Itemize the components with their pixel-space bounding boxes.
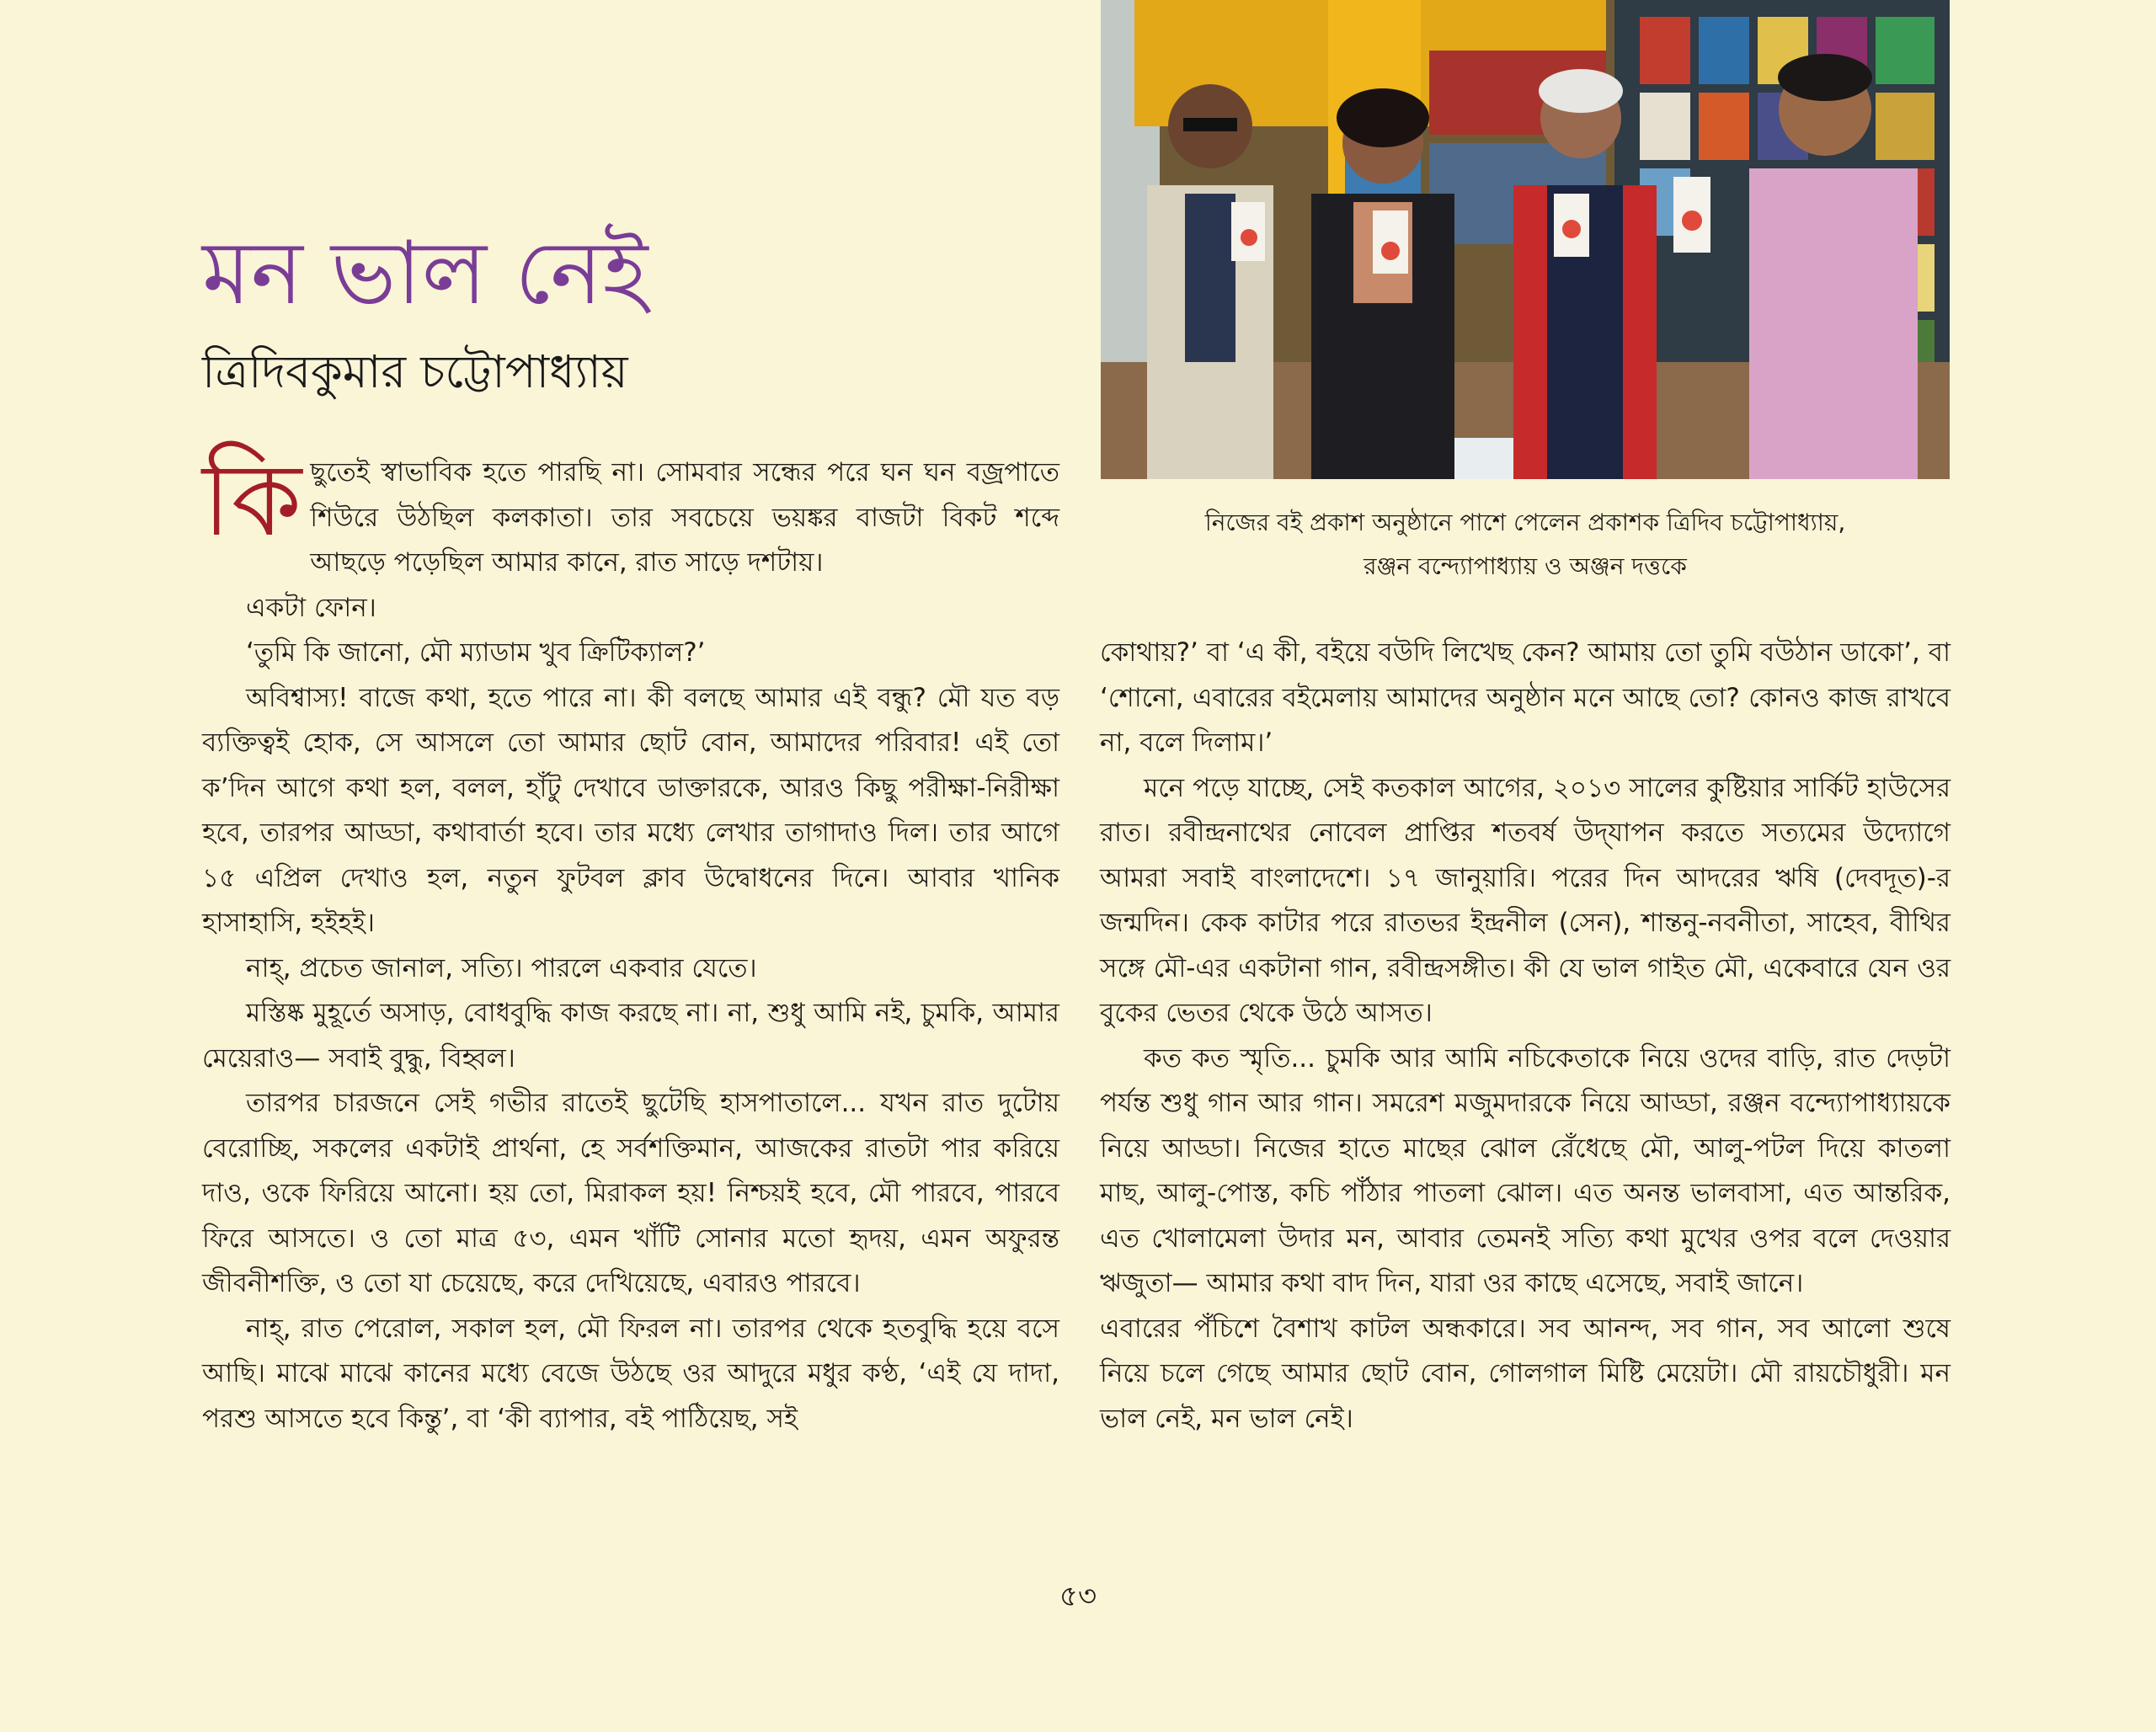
article-paragraph: এবারের পঁচিশে বৈশাখ কাটল অন্ধকারে। সব আনন্দ, সব গান, সব আলো শুষে নিয়ে চলে গেছে আমার ছোট বোন, গোলগাল মিষ্টি মেয়েটা। মৌ রায়চৌধুরী। মন ভাল নেই, মন ভাল নেই। <box>1100 1313 1951 1434</box>
article-paragraph: মনে পড়ে যাচ্ছে, সেই কতকাল আগের, ২০১৩ সালের কুষ্টিয়ার সার্কিট হাউসের রাত। রবীন্দ্রনাথের নোবেল প্রাপ্তির শতবর্ষ উদ্‌যাপন করতে সত্যমের উদ্যোগে আমরা সবাই বাংলাদেশে। ১৭ জানুয়ারি। পরের দিন আদরের ঋষি (দেবদূত)-র জন্মদিন। কেক কাটার পরে রাতভর ইন্দ্রনীল (সেন), শান্তনু-নবনীতা, সাহেব, বীথির সঙ্গে মৌ-এর একটানা গান, রবীন্দ্রসঙ্গীত। কী যে ভাল গাইত মৌ, একেবারে যেন ওর বুকের ভেতর থেকে উঠে আসত। <box>1100 772 1951 1028</box>
article-paragraph <box>202 442 1059 586</box>
article-paragraph: একটা ফোন। <box>246 592 376 623</box>
caption-line: নিজের বই প্রকাশ অনুষ্ঠানে পাশে পেলেন প্রকাশক ত্রিদিব চট্টোপাধ্যায়, <box>1204 509 1846 536</box>
article-author: ত্রিদিবকুমার চট্টোপাধ্যায় <box>202 345 628 398</box>
article-paragraph: মস্তিষ্ক মুহূর্তে অসাড়, বোধবুদ্ধি কাজ করছে না। না, শুধু আমি নই, চুমকি, আমার মেয়েরাও— সবাই বুদ্ধু, বিহ্বল। <box>202 998 1059 1074</box>
article-column-left <box>202 442 1059 1442</box>
article-paragraph: অবিশ্বাস্য! বাজে কথা, হতে পারে না। কী বলছে আমার এই বন্ধু? মৌ যত বড় ব্যক্তিত্বই হোক, সে আসলে তো আমার ছোট বোন, আমাদের পরিবার! এই তো ক’দিন আগে কথা হল, বলল, হাঁটু দেখাবে ডাক্তারকে, আরও কিছু পরীক্ষা-নিরীক্ষা হবে, তারপর আড্ডা, কথাবার্তা হবে। তার মধ্যে লেখার তাগাদাও দিল। তার আগে ১৫ এপ্রিল দেখাও হল, নতুন ফুটবল ক্লাব উদ্বোধনের দিনে। আবার খানিক হাসাহাসি, হইহই। <box>202 682 1059 938</box>
photo-caption <box>1101 501 1950 589</box>
article-title: মন ভাল নেই <box>202 221 648 324</box>
event-photo <box>1101 0 1950 479</box>
article-paragraph: কোথায়?’ বা ‘এ কী, বইয়ে বউদি লিখেছ কেন? আমায় তো তুমি বউঠান ডাকো’, বা ‘শোনো, এবারের বইমেলায় আমাদের অনুষ্ঠান মনে আছে তো? কোনও কাজ রাখবে না, বলে দিলাম।’ <box>1100 637 1951 758</box>
article-paragraph: তারপর চারজনে সেই গভীর রাতেই ছুটেছি হাসপাতালে... যখন রাত দুটোয় বেরোচ্ছি, সকলের একটাই প্রার্থনা, হে সর্বশক্তিমান, আজকের রাতটা পার করিয়ে দাও, ওকে ফিরিয়ে আনো। হয় তো, মিরাকল হয়! নিশ্চয়ই হবে, মৌ পারবে, পারবে ফিরে আসতে। ও তো মাত্র ৫৩, এমন খাঁটি সোনার মতো হৃদয়, এমন অফুরন্ত জীবনীশক্তি, ও তো যা চেয়েছে, করে দেখিয়েছে, এবারও পারবে। <box>202 1088 1059 1298</box>
paragraph-text: ছুতেই স্বাভাবিক হতে পারছি না। সোমবার সন্ধের পরে ঘন ঘন বজ্রপাতে শিউরে উঠছিল কলকাতা। তার সবচেয়ে ভয়ঙ্কর বাজটা বিকট শব্দে আছড়ে পড়েছিল আমার কানে, রাত সাড়ে দশটায়। <box>310 457 1059 578</box>
article-paragraph: কত কত স্মৃতি... চুমকি আর আমি নচিকেতাকে নিয়ে ওদের বাড়ি, রাত দেড়টা পর্যন্ত শুধু গান আর গান। সমরেশ মজুমদারকে নিয়ে আড্ডা, রঞ্জন বন্দ্যোপাধ্যায়কে নিয়ে আড্ডা। নিজের হাতে মাছের ঝোল রেঁধেছে মৌ, আলু-পটল দিয়ে কাতলা মাছ, আলু-পোস্ত, কচি পাঁঠার পাতলা ঝোল। এত অনন্ত ভালবাসা, এত আন্তরিক, এত খোলামেলা উদার মন, আবার তেমনই সত্যি কথা মুখের ওপর বলে দেওয়ার ঋজুতা— আমার কথা বাদ দিন, যারা ওর কাছে এসেছে, সবাই জানে। <box>1100 1042 1951 1298</box>
article-paragraph: নাহ্, প্রচেত জানাল, সত্যি। পারলে একবার যেতে। <box>246 952 757 983</box>
article-column-right <box>1100 631 1951 1442</box>
article-paragraph: ‘তুমি কি জানো, মৌ ম্যাডাম খুব ক্রিটিক্যাল?’ <box>246 637 706 668</box>
caption-line: রঞ্জন বন্দ্যোপাধ্যায় ও অঞ্জন দত্তকে <box>1364 552 1687 580</box>
article-paragraph: নাহ্, রাত পেরোল, সকাল হল, মৌ ফিরল না। তারপর থেকে হতবুদ্ধি হয়ে বসে আছি। মাঝে মাঝে কানের মধ্যে বেজে উঠছে ওর আদুরে মধুর কণ্ঠ, ‘এই যে দাদা, পরশু আসতে হবে কিন্তু’, বা ‘কী ব্যাপার, বই পাঠিয়েছ, সই <box>202 1313 1059 1434</box>
page-number: ৫৩ <box>1059 1580 1097 1613</box>
drop-cap: কি <box>202 442 302 559</box>
